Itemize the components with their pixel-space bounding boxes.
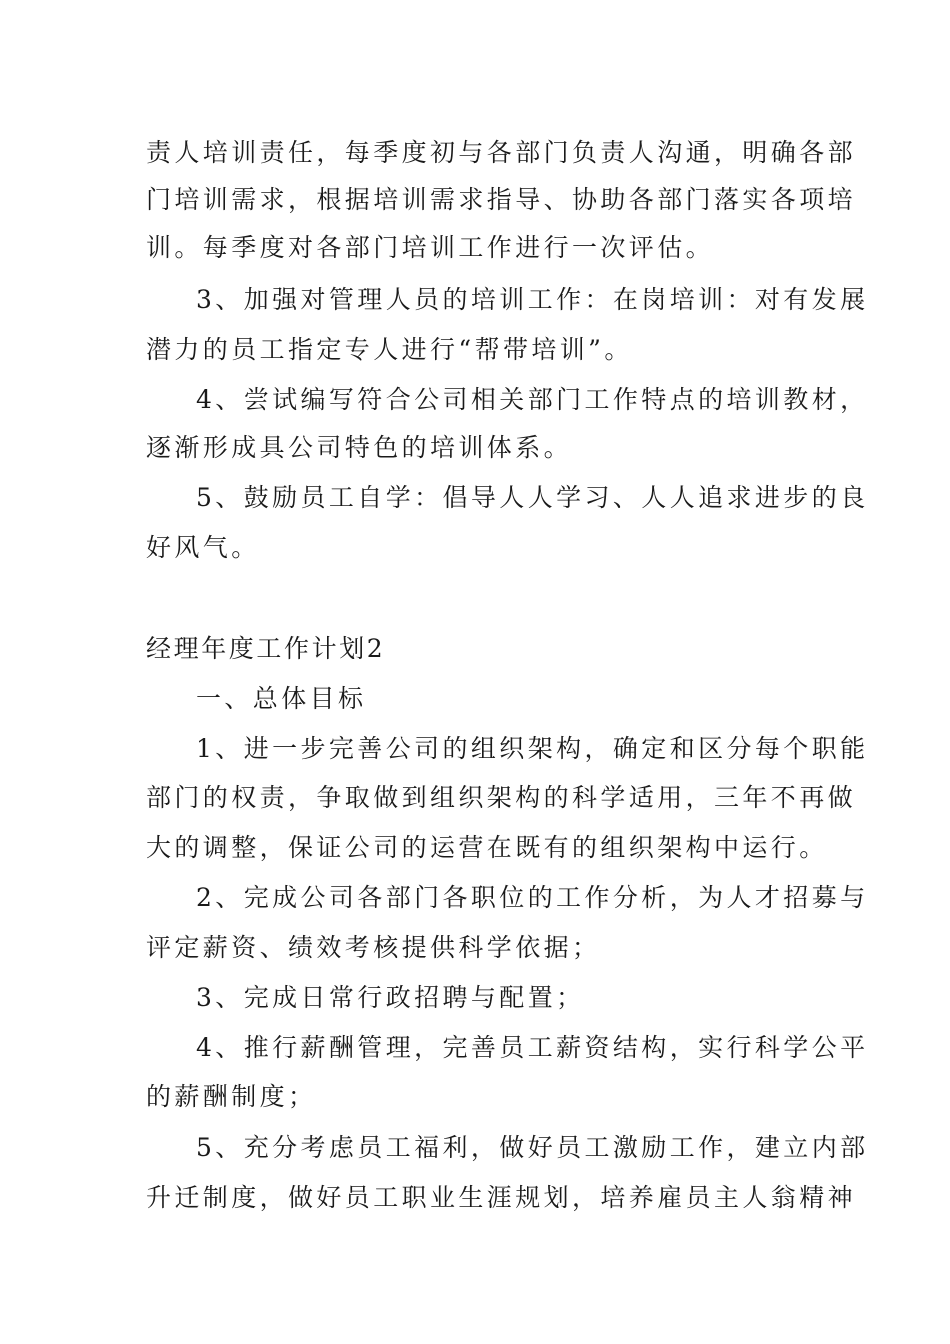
text-line: 门培训需求，根据培训需求指导、协助各部门落实各项培 [146,185,857,214]
text-line: 训。每季度对各部门培训工作进行一次评估。 [146,233,715,262]
text-line: 评定薪资、绩效考核提供科学依据； [146,933,601,962]
text-line: 部门的权责，争取做到组织架构的科学适用，三年不再做 [146,783,857,812]
text-line: 潜力的员工指定专人进行“帮带培训”。 [146,335,633,364]
text-line: 4、推行薪酬管理，完善员工薪资结构，实行科学公平 [196,1033,869,1062]
text-line: 升迁制度，做好员工职业生涯规划，培养雇员主人翁精神 [146,1183,857,1212]
text-line: 3、完成日常行政招聘与配置； [196,983,585,1012]
text-line: 2、完成公司各部门各职位的工作分析，为人才招募与 [196,883,869,912]
subsection-heading: 一、总体目标 [196,684,367,713]
text-line: 的薪酬制度； [146,1082,317,1111]
text-line: 好风气。 [146,533,260,562]
text-line: 5、鼓励员工自学：倡导人人学习、人人追求进步的良 [196,483,869,512]
text-line: 逐渐形成具公司特色的培训体系。 [146,433,573,462]
text-line: 1、进一步完善公司的组织架构，确定和区分每个职能 [196,734,869,763]
text-line: 5、充分考虑员工福利，做好员工激励工作，建立内部 [196,1133,869,1162]
text-line: 大的调整，保证公司的运营在既有的组织架构中运行。 [146,833,828,862]
section-heading: 经理年度工作计划2 [146,634,386,663]
text-line: 3、加强对管理人员的培训工作：在岗培训：对有发展 [196,285,869,314]
text-line: 责人培训责任，每季度初与各部门负责人沟通，明确各部 [146,138,857,167]
text-line: 4、尝试编写符合公司相关部门工作特点的培训教材， [196,385,869,414]
